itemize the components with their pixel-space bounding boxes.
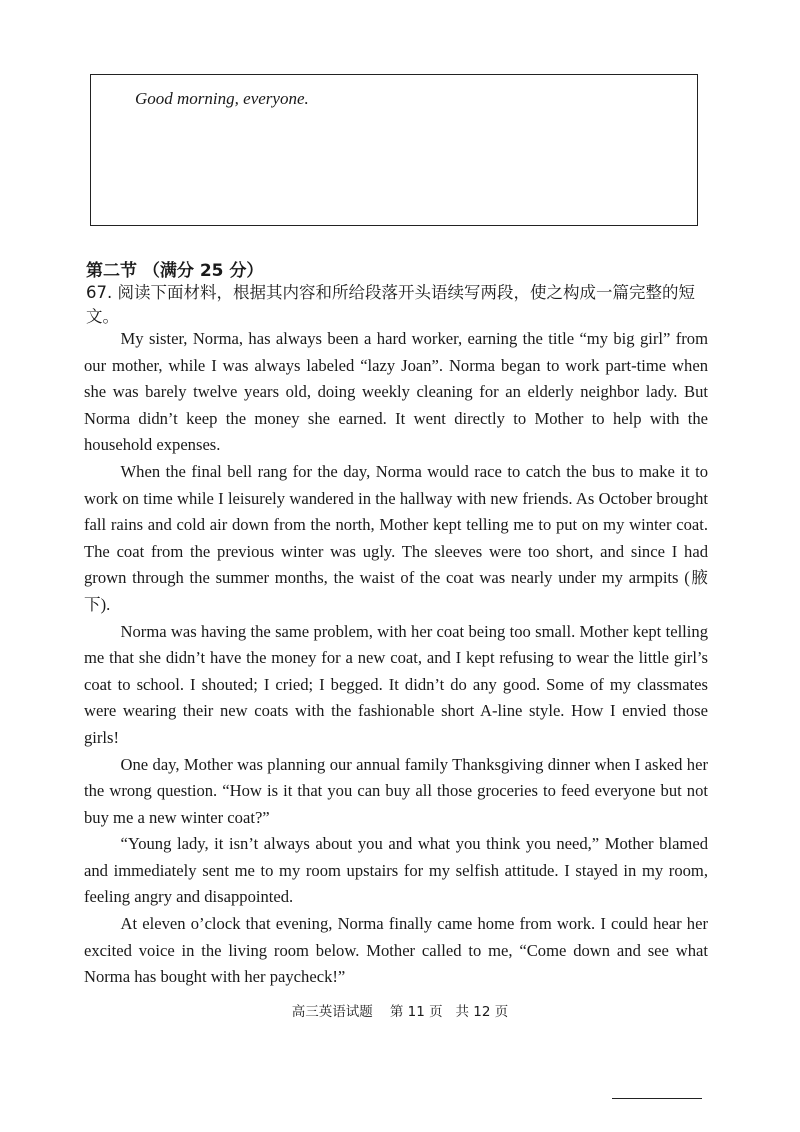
question-instruction: 67. 阅读下面材料，根据其内容和所给段落开头语续写两段，使之构成一篇完整的短文。 xyxy=(86,283,695,326)
passage-paragraph: When the final bell rang for the day, Norma would race to catch the bus to make it to work on time while I leisurely wandered in the hallway with new friends. As October brought fall rains and cold air down from the north, Mother kept telling me to put on my winter coat. The coat from the previous winter was ugly. The sleeves were too short, and since I had grown through the summer months, the waist of the coat was nearly under my armpits (腋下). xyxy=(84,461,708,614)
passage-paragraph: One day, Mother was planning our annual family Thanksgiving dinner when I asked her the wrong question. “How is it that you can buy all those groceries to feed everyone but not buy me a new winter coat?” xyxy=(84,754,708,827)
writing-answer-box xyxy=(90,74,698,226)
corner-divider-line xyxy=(612,1098,702,1099)
page-footer: 高三英语试题 第 11 页 共 12 页 xyxy=(291,1004,509,1020)
reading-passage xyxy=(84,326,708,991)
passage-paragraph: Norma was having the same problem, with her coat being too small. Mother kept telling me that she didn’t have the money for a new coat, and I kept refusing to wear the little girl’s coat to school. I shouted; I cried; I begged. It didn’t do any good. Some of my classmates were wearing their new coats with the fashionable short A-line style. How I envied those girls! xyxy=(84,621,708,747)
passage-paragraph: At eleven o’clock that evening, Norma finally came home from work. I could hear her excited voice in the living room below. Mother called to me, “Come down and see what Norma has bought with her paycheck!” xyxy=(84,914,708,987)
passage-paragraph: My sister, Norma, has always been a hard worker, earning the title “my big girl” from our mother, while I was always labeled “lazy Joan”. Norma began to work part-time when she was barely twelve years old, doing weekly cleaning for an elderly neighbor lady. But Norma didn’t keep the money she earned. It went directly to Mother to help with the household expenses. xyxy=(84,329,708,455)
section-title: 第二节 （满分 25 分） xyxy=(86,261,264,281)
greeting-text: Good morning, everyone. xyxy=(135,89,309,108)
passage-paragraph: “Young lady, it isn’t always about you and what you think you need,” Mother blamed and immediately sent me to my room upstairs for my selfish attitude. I stayed in my room, feeling angry and disappointed. xyxy=(84,834,708,907)
